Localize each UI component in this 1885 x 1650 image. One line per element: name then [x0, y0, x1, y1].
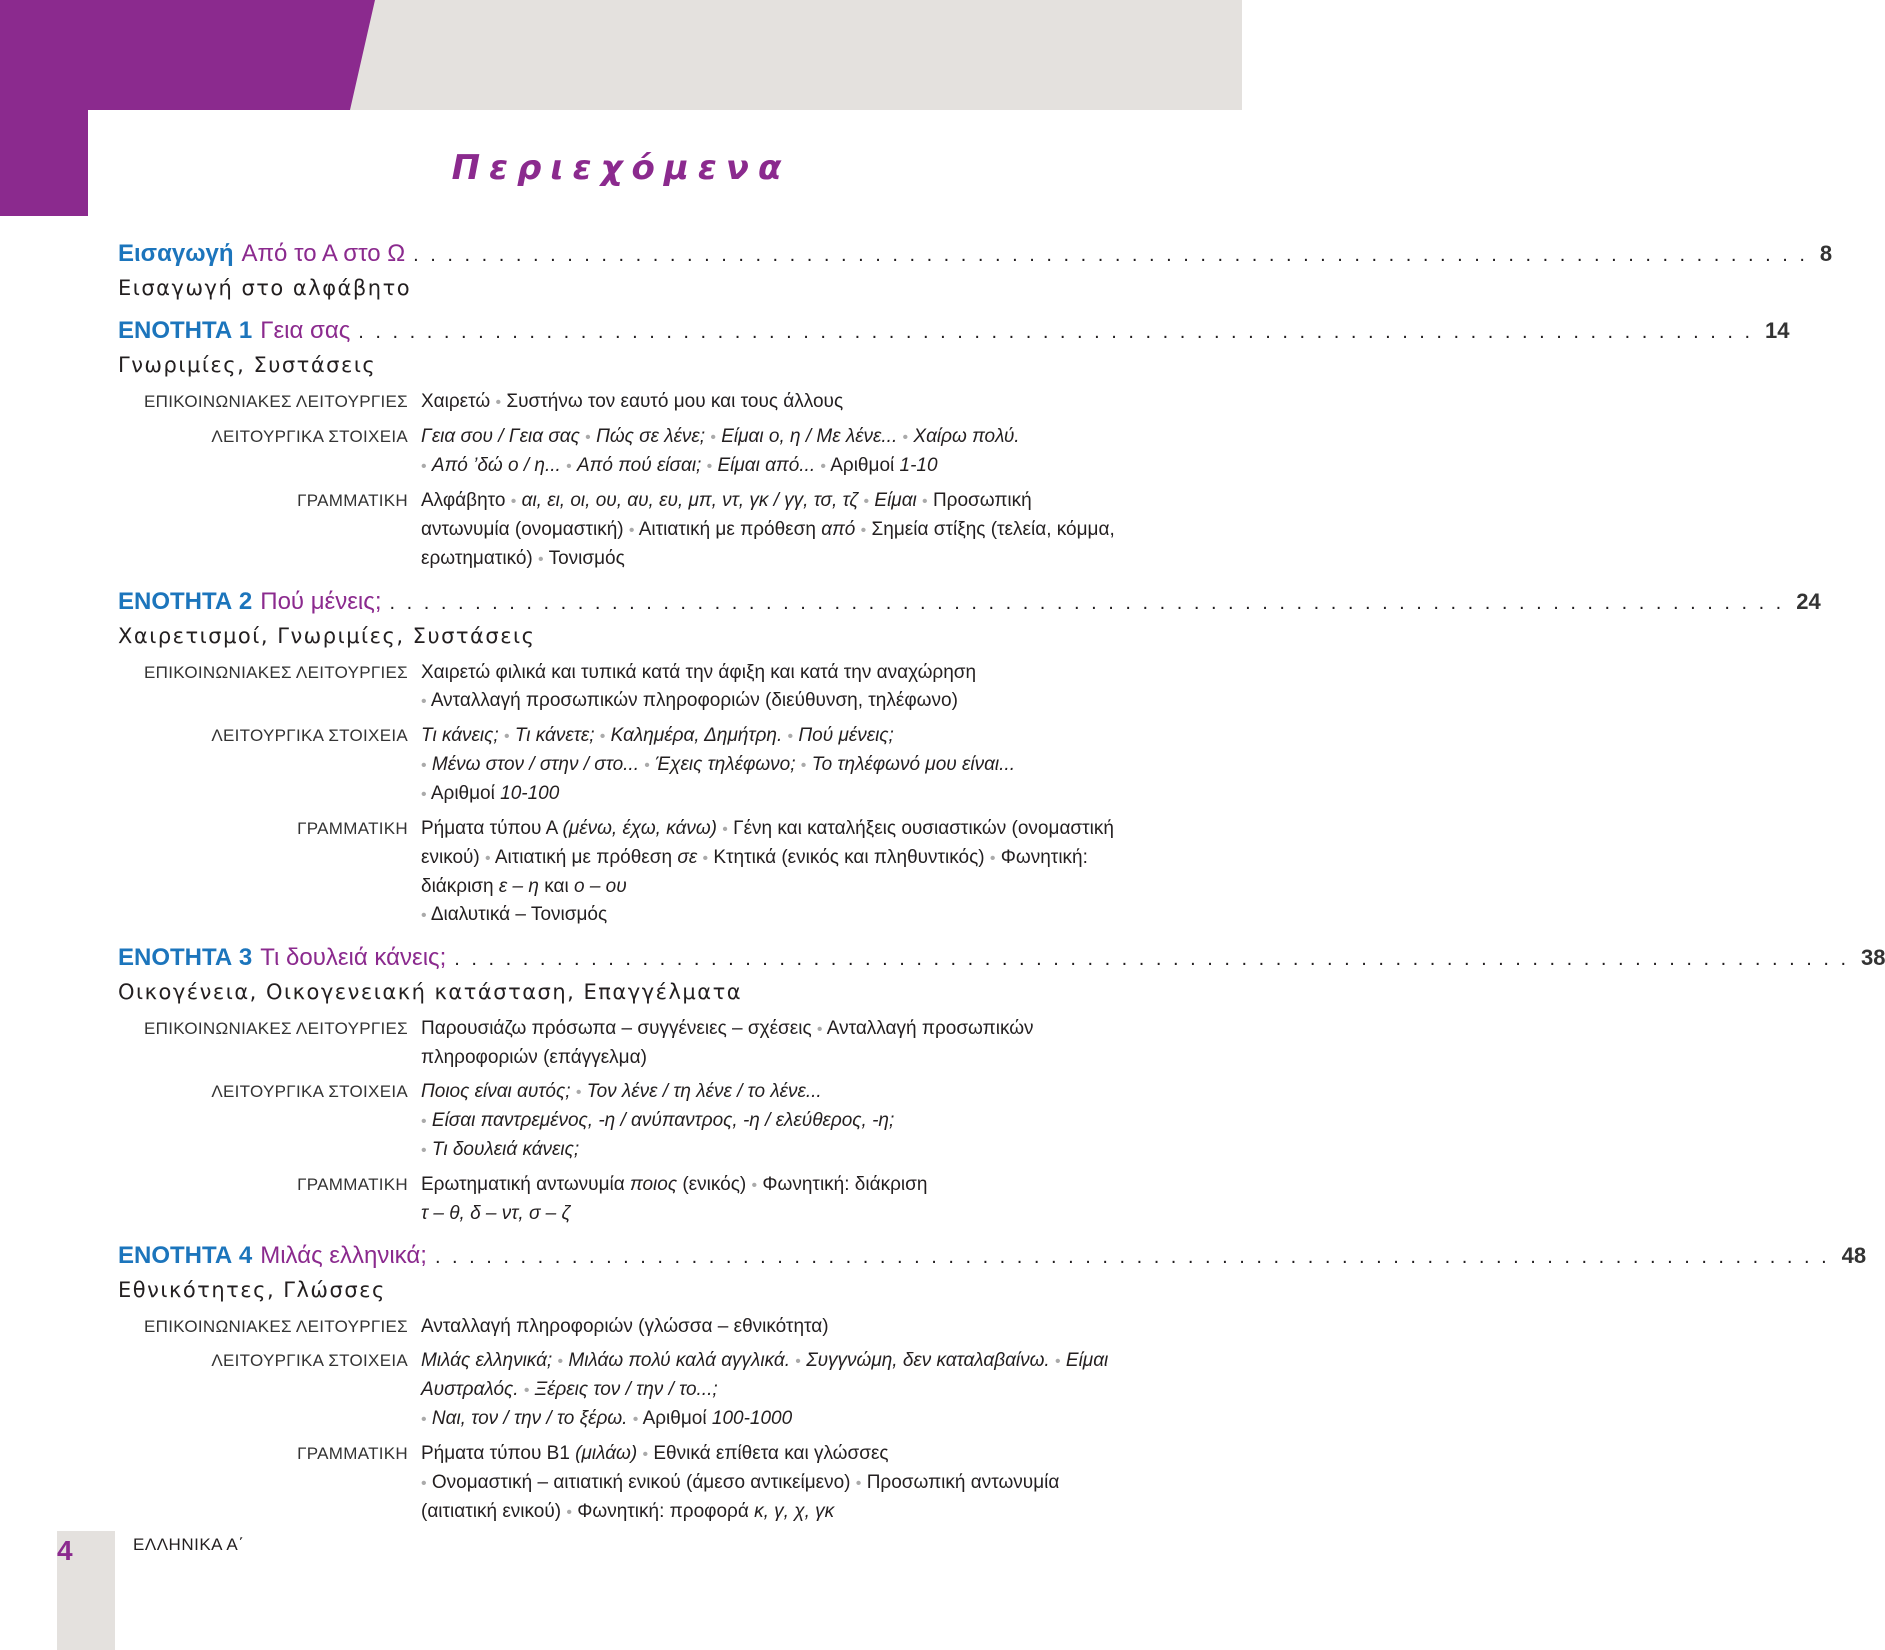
toc-entry-title: Τι δουλειά κάνεις; — [260, 944, 447, 971]
section-text: Χαιρετώ • Συστήνω τον εαυτό μου και τους άλλους — [421, 391, 844, 412]
section-grammar — [118, 487, 1120, 574]
toc-entry-label: Εισαγωγή — [118, 240, 234, 267]
section-label: ΓΡΑΜΜΑΤΙΚΗ — [297, 819, 408, 838]
toc-entry-page: 14 — [1765, 318, 1790, 343]
toc-entry-label: ΕΝΟΤΗΤΑ 4 — [118, 1242, 253, 1269]
section-text: Παρουσιάζω πρόσωπα – συγγένειες – σχέσεις • Ανταλλαγή προσωπικών πληροφοριών (επάγγελμα) — [421, 1018, 1034, 1068]
toc-entry-subtitle: Γνωριμίες, Συστάσεις — [118, 353, 377, 377]
section-label: ΓΡΑΜΜΑΤΙΚΗ — [297, 1175, 408, 1194]
toc-entry-subtitle: Χαιρετισμοί, Γνωριμίες, Συστάσεις — [118, 624, 536, 648]
section-text: Ρήματα τύπου Α (μένω, έχω, κάνω) • Γένη και καταλήξεις ουσιαστικών (ονομαστική ενικού) • Αιτιατική με πρόθεση σε • Κτητικά (ενικός και πληθυντικός) • Φωνητική: διάκριση ε – η και ο – ου • Διαλυτικά – Τονισμός — [421, 818, 1114, 925]
section-label: ΕΠΙΚΟΙΝΩΝΙΑΚΕΣ ΛΕΙΤΟΥΡΓΙΕΣ — [144, 1317, 408, 1336]
dot-leader: . . . . . . . . . . . . . . . . . . . . . . . . . . . . . . . . . . . . . . . . . . . . . . . . . . . . . . . . . . . . . . . . . . . . . . . . . . . . . . . . . . — [389, 592, 1785, 614]
section-communication — [118, 1015, 1120, 1072]
toc-entry-label: ΕΝΟΤΗΤΑ 1 — [118, 317, 253, 344]
toc-entry-unit-2 — [118, 584, 1821, 930]
section-label: ΓΡΑΜΜΑΤΙΚΗ — [297, 1444, 408, 1463]
toc-entry-title: Γεια σας — [260, 317, 351, 344]
section-text: Ποιος είναι αυτός; • Τον λένε / τη λένε / το λένε... • Είσαι παντρεμένος, -η / ανύπαντρος, -η / ελεύθερος, -η; • Τι δουλειά κάνεις; — [421, 1081, 895, 1160]
toc-entry-unit-1 — [118, 313, 1790, 574]
page-title: Περιεχόμενα — [451, 148, 791, 188]
toc-entry-intro — [118, 236, 1833, 303]
section-functional — [118, 423, 1120, 481]
section-functional — [118, 1078, 1120, 1165]
toc-entry-page: 8 — [1819, 241, 1833, 266]
toc-entry-title: Πού μένεις; — [260, 588, 382, 615]
section-communication — [118, 659, 1120, 716]
section-grammar — [118, 1440, 1120, 1527]
dot-leader: . . . . . . . . . . . . . . . . . . . . . . . . . . . . . . . . . . . . . . . . . . . . . . . . . . . . . . . . . . . . . . . . . . . . . . . . . . . . . . . . . . — [454, 948, 1849, 970]
section-label: ΛΕΙΤΟΥΡΓΙΚΑ ΣΤΟΙΧΕΙΑ — [211, 427, 408, 446]
toc-entry-unit-4 — [118, 1238, 1867, 1527]
table-of-contents — [118, 236, 1885, 1537]
section-text: Αλφάβητο • αι, ει, οι, ου, αυ, ευ, μπ, ντ, γκ / γγ, τσ, τζ • Είμαι • Προσωπική αντωνυμία (ονομαστική) • Αιτιατική με πρόθεση από • Σημεία στίξης (τελεία, κόμμα, ερωτηματικό) • Τονισμός — [421, 490, 1115, 569]
section-grammar — [118, 815, 1120, 930]
toc-entry-heading[interactable] — [118, 1238, 1867, 1275]
section-label: ΛΕΙΤΟΥΡΓΙΚΑ ΣΤΟΙΧΕΙΑ — [211, 1082, 408, 1101]
section-functional — [118, 722, 1120, 809]
section-text: Τι κάνεις; • Τι κάνετε; • Καλημέρα, Δημήτρη. • Πού μένεις; • Μένω στον / στην / στο... • Έχεις τηλέφωνο; • Το τηλέφωνό μου είναι... • Αριθμοί 10-100 — [421, 725, 1015, 804]
page-number: 4 — [57, 1535, 73, 1566]
section-label: ΕΠΙΚΟΙΝΩΝΙΑΚΕΣ ΛΕΙΤΟΥΡΓΙΕΣ — [144, 663, 408, 682]
section-text: Ρήματα τύπου Β1 (μιλάω) • Εθνικά επίθετα και γλώσσες • Ονομαστική – αιτιατική ενικού (άμεσο αντικείμενο) • Προσωπική αντωνυμία (αιτιατική ενικού) • Φωνητική: προφορά κ, γ, χ, γκ — [421, 1443, 1060, 1522]
section-text: Ερωτηματική αντωνυμία ποιος (ενικός) • Φωνητική: διάκριση τ – θ, δ – ντ, σ – ζ — [421, 1174, 928, 1224]
dot-leader: . . . . . . . . . . . . . . . . . . . . . . . . . . . . . . . . . . . . . . . . . . . . . . . . . . . . . . . . . . . . . . . . . . . . . . . . . . . . . . . . . . — [434, 1246, 1830, 1268]
section-text: Ανταλλαγή πληροφοριών (γλώσσα – εθνικότητα) — [421, 1316, 829, 1337]
section-communication — [118, 1313, 1120, 1341]
toc-entry-heading[interactable] — [118, 584, 1821, 621]
section-label: ΕΠΙΚΟΙΝΩΝΙΑΚΕΣ ΛΕΙΤΟΥΡΓΙΕΣ — [144, 1019, 408, 1038]
toc-entry-heading[interactable] — [118, 236, 1833, 273]
toc-entry-subtitle: Εισαγωγή στο αλφάβητο — [118, 276, 412, 300]
section-label: ΛΕΙΤΟΥΡΓΙΚΑ ΣΤΟΙΧΕΙΑ — [211, 1351, 408, 1370]
toc-entry-heading[interactable] — [118, 313, 1790, 350]
toc-entry-label: ΕΝΟΤΗΤΑ 2 — [118, 588, 253, 615]
toc-entry-heading[interactable] — [118, 940, 1885, 977]
section-text: Χαιρετώ φιλικά και τυπικά κατά την άφιξη και κατά την αναχώρηση • Ανταλλαγή προσωπικών πληροφοριών (διεύθυνση, τηλέφωνο) — [421, 662, 977, 711]
toc-entry-subtitle: Οικογένεια, Οικογενειακή κατάσταση, Επαγγέλματα — [118, 980, 743, 1004]
toc-entry-page: 24 — [1796, 589, 1821, 614]
section-label: ΛΕΙΤΟΥΡΓΙΚΑ ΣΤΟΙΧΕΙΑ — [211, 726, 408, 745]
section-communication — [118, 388, 1120, 417]
toc-entry-page: 48 — [1841, 1243, 1867, 1268]
section-label: ΕΠΙΚΟΙΝΩΝΙΑΚΕΣ ΛΕΙΤΟΥΡΓΙΕΣ — [144, 392, 408, 411]
book-title: ΕΛΛΗΝΙΚΑ Α΄ — [133, 1535, 245, 1554]
dot-leader: . . . . . . . . . . . . . . . . . . . . . . . . . . . . . . . . . . . . . . . . . . . . . . . . . . . . . . . . . . . . . . . . . . . . . . . . . . . . . . . . . . — [358, 321, 1754, 343]
toc-entry-label: ΕΝΟΤΗΤΑ 3 — [118, 944, 253, 971]
section-grammar — [118, 1171, 1120, 1228]
section-text: Γεια σου / Γεια σας • Πώς σε λένε; • Είμαι ο, η / Με λένε... • Χαίρω πολύ. • Από ’δώ ο / η... • Από πού είσαι; • Είμαι από... • Αριθμοί 1-10 — [421, 426, 1020, 476]
toc-entry-title: Από το Α στο Ω — [241, 240, 406, 267]
section-text: Μιλάς ελληνικά; • Μιλάω πολύ καλά αγγλικά. • Συγγνώμη, δεν καταλαβαίνω. • Είμαι Αυστραλός. • Ξέρεις τον / την / το...; • Ναι, τον / την / το ξέρω. • Αριθμοί 100-1000 — [421, 1350, 1109, 1429]
toc-entry-title: Μιλάς ελληνικά; — [260, 1242, 427, 1269]
dot-leader: . . . . . . . . . . . . . . . . . . . . . . . . . . . . . . . . . . . . . . . . . . . . . . . . . . . . . . . . . . . . . . . . . . . . . . . . . . . . . . . . . . — [413, 244, 1808, 266]
toc-entry-subtitle: Εθνικότητες, Γλώσσες — [118, 1278, 386, 1302]
toc-entry-unit-3 — [118, 940, 1885, 1228]
section-label: ΓΡΑΜΜΑΤΙΚΗ — [297, 491, 408, 510]
toc-entry-page: 38 — [1861, 945, 1885, 970]
section-functional — [118, 1347, 1120, 1434]
